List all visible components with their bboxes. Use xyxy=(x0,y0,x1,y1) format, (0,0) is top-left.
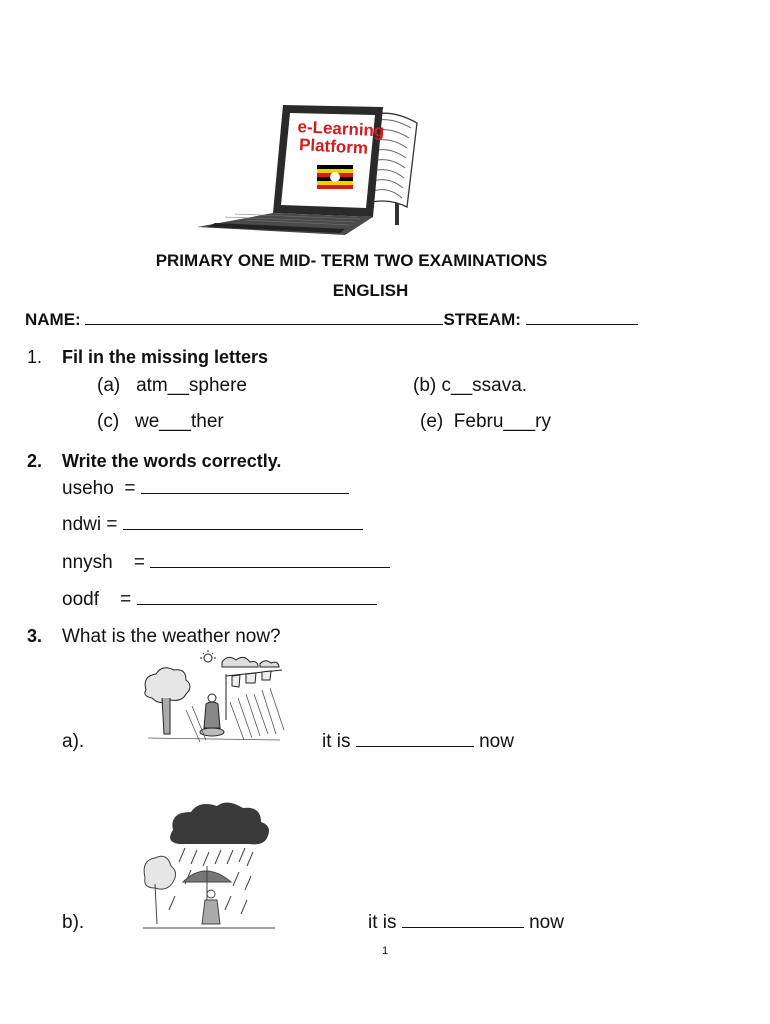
q3-part-a-label: a). xyxy=(62,731,85,752)
q2-prompt: Write the words correctly. xyxy=(62,451,282,471)
word: useho xyxy=(62,478,114,499)
answer-line[interactable] xyxy=(356,746,474,747)
item-text: we___ther xyxy=(135,411,224,432)
q1-item-b xyxy=(413,375,527,397)
subject-title: ENGLISH xyxy=(332,281,409,300)
equals-sign: = xyxy=(106,514,118,535)
item-text: Febru___ry xyxy=(453,411,551,432)
rainy-weather-image xyxy=(135,800,285,935)
windy-weather-image xyxy=(140,650,290,748)
item-text: atm__sphere xyxy=(136,375,247,396)
q2-word-row xyxy=(62,514,363,536)
q1-item-a xyxy=(97,375,247,397)
answer-line[interactable] xyxy=(150,567,390,568)
word: ndwi xyxy=(62,514,102,535)
q1-prompt: Fil in the missing letters xyxy=(62,347,269,367)
uganda-flag-icon xyxy=(317,165,353,189)
q3-prompt: What is the weather now? xyxy=(62,626,281,647)
name-row xyxy=(25,310,638,330)
q1-number: 1. xyxy=(27,347,43,367)
q3-part-b-answer xyxy=(368,912,564,934)
equals-sign: = xyxy=(124,478,136,499)
word: oodf xyxy=(62,589,99,610)
q2-number: 2. xyxy=(27,451,43,471)
answer-suffix: now xyxy=(479,731,514,752)
answer-suffix: now xyxy=(529,912,564,933)
q1-item-c xyxy=(97,411,224,433)
answer-line[interactable] xyxy=(141,493,349,494)
answer-prefix: it is xyxy=(322,731,351,752)
name-label: NAME: xyxy=(25,310,81,329)
name-field[interactable] xyxy=(85,324,443,325)
item-label: (c) xyxy=(97,411,120,432)
item-label: (e) xyxy=(420,411,444,432)
answer-line[interactable] xyxy=(402,927,524,928)
stream-label: STREAM: xyxy=(443,310,521,329)
answer-prefix: it is xyxy=(368,912,397,933)
q3-part-a-answer xyxy=(322,731,514,753)
stream-field[interactable] xyxy=(526,324,638,325)
page-number: 1 xyxy=(381,945,389,957)
q2-word-row xyxy=(62,552,390,574)
q3-number: 3. xyxy=(27,626,43,646)
item-label: (a) xyxy=(97,375,121,396)
elearning-logo xyxy=(195,95,425,240)
equals-sign: = xyxy=(133,552,145,573)
logo-line-1: e-Learning xyxy=(297,117,385,141)
logo-line-2: Platform xyxy=(298,135,369,158)
item-text: c__ssava. xyxy=(441,375,528,396)
word: nnysh xyxy=(62,552,113,573)
answer-line[interactable] xyxy=(123,529,363,530)
q3-part-b-label: b). xyxy=(62,912,85,933)
equals-sign: = xyxy=(120,589,132,610)
q2-word-row xyxy=(62,478,349,500)
q1-item-e xyxy=(420,411,551,433)
answer-line[interactable] xyxy=(137,604,377,605)
q2-word-row xyxy=(62,589,377,611)
item-label: (b) xyxy=(413,375,437,396)
exam-title: PRIMARY ONE MID- TERM TWO EXAMINATIONS xyxy=(155,251,548,270)
